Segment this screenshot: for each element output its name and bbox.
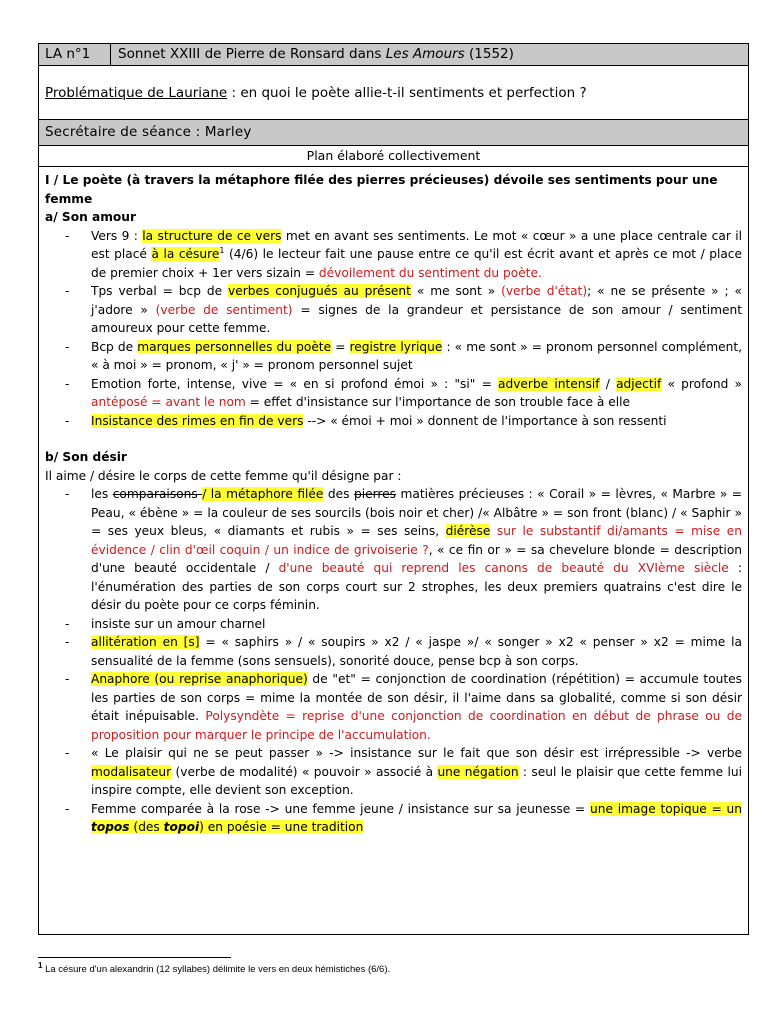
- problematique-label: Problématique de Lauriane: [45, 85, 228, 101]
- list-item: - Vers 9 : la structure de ce vers met en avant ses sentiments. Le mot « cœur » a une place centrale car il est placé à la césure$^1$ (4/6) le lecteur fait une pause entre ce qu'il est écrit avant et après ce mot / place de premier choix + 1er vers sizain = dévoilement du sentiment du poète.: [45, 227, 742, 283]
- section-b-list: [45, 485, 742, 837]
- list-item: - « Le plaisir qui ne se peut passer » -> insistance sur le fait que son désir est irrépressible -> verbe modalisateur (verbe de modalité) « pouvoir » associé à une négation : seul le plaisir que cette femme lui inspire compte, elle devient son exception.: [45, 744, 742, 800]
- section-a-list: [45, 227, 742, 431]
- document-table: [38, 43, 749, 935]
- list-item: - Insistance des rimes en fin de vers --> « émoi + moi » donnent de l'importance à son ressenti: [45, 412, 742, 431]
- footnote-ref[interactable]: 1: [219, 245, 225, 255]
- section-b-heading: b/ Son désir: [45, 450, 127, 464]
- plan-title: Plan élaboré collectivement: [39, 146, 748, 167]
- section-b-intro: Il aime / désire le corps de cette femme qu'il désigne par :: [45, 468, 402, 483]
- list-item: - Anaphore (ou reprise anaphorique) de "et" = conjonction de coordination (répétition) = accumule toutes les parties de son corps = mime la montée de son désir, il l'aime dans sa globalité, comme si son désir était inépuisable. Polysyndète = reprise d'une conjonction de coordination en début de phrase ou de proposition pour marquer le principe de l'accumulation.: [45, 670, 742, 744]
- header-row: [39, 44, 748, 66]
- list-item: - Tps verbal = bcp de verbes conjugués au présent « me sont » (verbe d'état); « ne se présente » ; « j'adore » (verbe de sentiment) = signes de la grandeur et persistance de son amour / sentiment amoureux pour cette femme.: [45, 282, 742, 338]
- sonnet-title: Sonnet XXIII de Pierre de Ronsard dans Les Amours (1552): [118, 46, 514, 62]
- la-number: LA n°1: [39, 44, 111, 65]
- section-a-heading: a/ Son amour: [45, 210, 136, 224]
- list-item: - Femme comparée à la rose -> une femme jeune / insistance sur sa jeunesse = une image topique = un topos (des topoi) en poésie = une tradition: [45, 800, 742, 837]
- problematique-question: en quoi le poète allie-t-il sentiments et perfection ?: [240, 85, 587, 101]
- footnote-divider: [38, 957, 231, 958]
- part1-heading: I / Le poète (à travers la métaphore filée des pierres précieuses) dévoile ses sentiments pour une femme: [45, 173, 718, 206]
- problematique-row: Problématique de Lauriane : en quoi le poète allie-t-il sentiments et perfection ?: [39, 66, 748, 120]
- footnote: $^1$ La césure d'un alexandrin (12 syllabes) délimite le vers en deux hémistiches (6/6).: [38, 960, 391, 975]
- list-item: - insiste sur un amour charnel: [45, 615, 742, 634]
- list-item: - les comparaisons / la métaphore filée des pierres matières précieuses : « Corail » = lèvres, « Marbre » = Peau, « ébène » = la couleur de ses sourcils (bois noir et cher) /« Albâtre » = son front (blanc) / « Saphir » = ses yeux bleus, « diamants et rubis » = ses seins, diérèse sur le substantif di/amants = mise en évidence / clin d'œil coquin / un indice de grivoiserie ?, « ce fin or » = sa chevelure blonde = description d'une beauté occidentale / d'une beauté qui reprend les canons de beauté du XVIème siècle : l'énumération des parties de son corps court sur 2 strophes, les deux premiers quatrains c'est dire le désir du poète pour ce corps féminin.: [45, 485, 742, 615]
- list-item: - allitération en [s] = « saphirs » / « soupirs » x2 / « jaspe »/ « songer » x2 « penser » x2 = mime la sensualité de la femme (sons sensuels), sonorité douce, pense bcp à son corps.: [45, 633, 742, 670]
- list-item: - Bcp de marques personnelles du poète = registre lyrique : « me sont » = pronom personnel complément, « à moi » = pronom, « j' » = pronom personnel sujet: [45, 338, 742, 375]
- plan-body: [39, 167, 748, 837]
- list-item: - Emotion forte, intense, vive = « en si profond émoi » : "si" = adverbe intensif / adjectif « profond » antéposé = avant le nom = effet d'insistance sur l'importance de son trouble face à elle: [45, 375, 742, 412]
- secretary-row: Secrétaire de séance : Marley: [39, 120, 748, 146]
